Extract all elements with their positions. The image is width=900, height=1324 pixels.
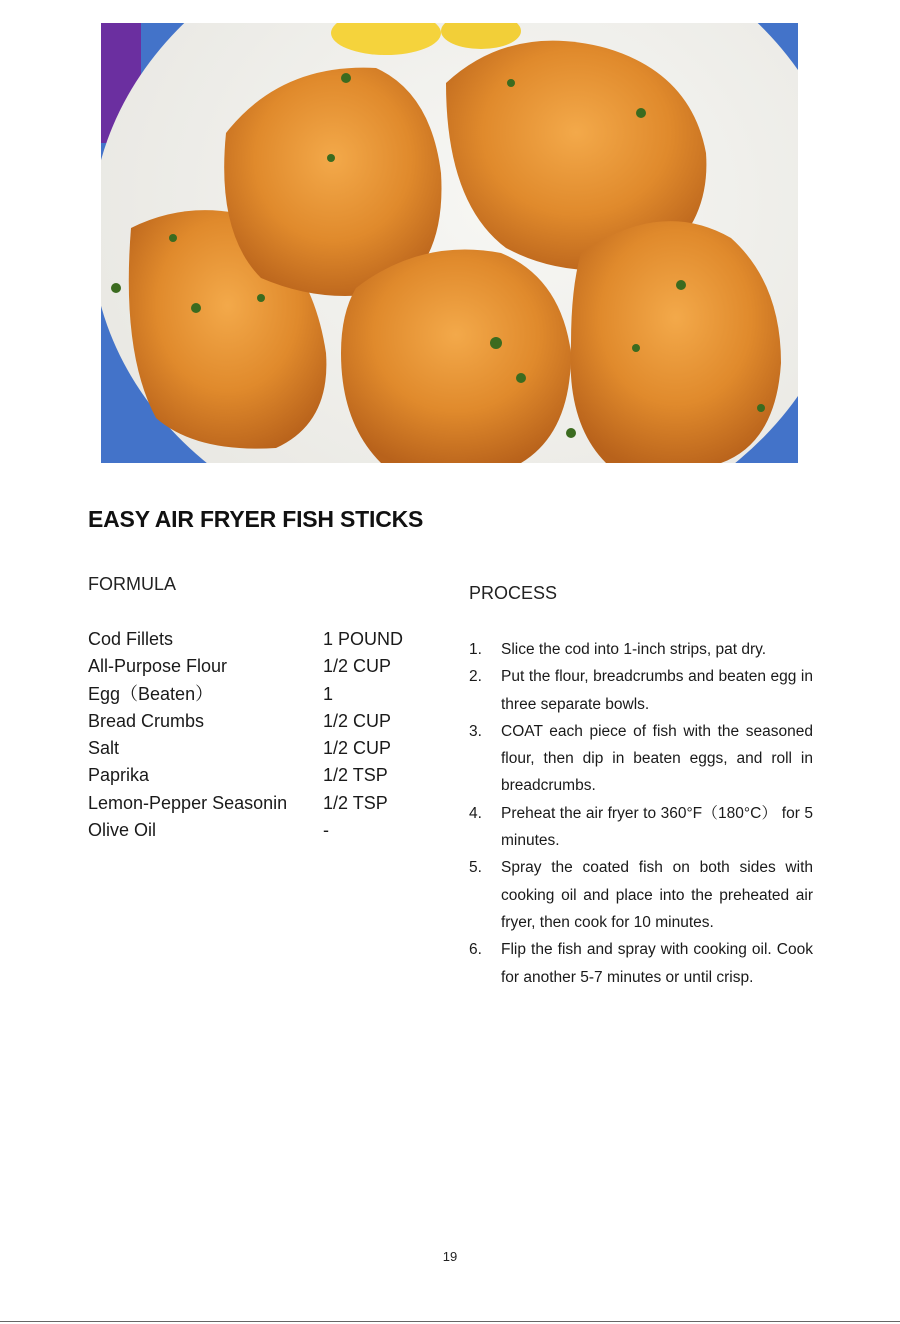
ingredient-row xyxy=(88,790,428,817)
ingredient-row xyxy=(88,735,428,762)
page-number: 19 xyxy=(442,1249,458,1264)
process-step xyxy=(469,936,813,991)
process-step xyxy=(469,800,813,855)
ingredient-row xyxy=(88,626,428,653)
step-number: 2. xyxy=(469,668,482,686)
step-number: 5. xyxy=(469,859,482,877)
process-step xyxy=(469,718,813,800)
ingredient-name: Bread Crumbs xyxy=(88,710,205,731)
ingredient-quantity: 1/2 CUP xyxy=(323,738,392,759)
ingredient-quantity: 1/2 TSP xyxy=(323,792,388,813)
ingredient-name: Olive Oil xyxy=(88,820,157,841)
ingredient-quantity: - xyxy=(323,820,329,841)
ingredient-quantity: 1 POUND xyxy=(323,629,404,649)
process-heading: PROCESS xyxy=(469,583,558,603)
ingredient-quantity: 1 xyxy=(323,683,334,704)
ingredient-name: Lemon-Pepper Seasonin xyxy=(88,792,288,813)
process-step xyxy=(469,854,813,936)
ingredient-name: Cod Fillets xyxy=(88,629,174,649)
step-text: Spray the coated fish on both sides with cooking oil and place into the preheated air fryer, then cook for 10 minutes. xyxy=(501,859,813,931)
step-text: Preheat the air fryer to 360°F（180°C） for 5 minutes. xyxy=(501,804,813,850)
ingredient-row xyxy=(88,762,428,789)
ingredient-row xyxy=(88,653,428,680)
recipe-title: EASY AIR FRYER FISH STICKS xyxy=(88,506,424,532)
step-number: 1. xyxy=(469,641,482,658)
ingredient-list xyxy=(88,626,428,844)
ingredient-quantity: 1/2 TSP xyxy=(323,765,388,786)
ingredient-row xyxy=(88,817,428,844)
process-step-list xyxy=(469,636,813,991)
ingredient-name: Paprika xyxy=(88,765,150,786)
process-step xyxy=(469,663,813,718)
process-step xyxy=(469,636,813,663)
ingredient-row xyxy=(88,681,428,708)
step-text: Flip the fish and spray with cooking oil. Cook for another 5-7 minutes or until crisp. xyxy=(501,941,813,986)
bottom-divider xyxy=(0,1321,900,1322)
step-number: 4. xyxy=(469,804,482,822)
ingredient-name: All-Purpose Flour xyxy=(88,656,228,677)
step-number: 6. xyxy=(469,941,482,959)
ingredient-quantity: 1/2 CUP xyxy=(323,710,392,731)
ingredient-name: Egg（Beaten） xyxy=(88,683,214,704)
formula-heading: FORMULA xyxy=(88,574,177,594)
step-text: Put the flour, breadcrumbs and beaten egg in three separate bowls. xyxy=(501,668,813,713)
fish-sticks-photo xyxy=(101,23,798,463)
step-text: Slice the cod into 1-inch strips, pat dry. xyxy=(501,641,767,658)
step-number: 3. xyxy=(469,722,482,740)
ingredient-row xyxy=(88,708,428,735)
ingredient-name: Salt xyxy=(88,738,120,759)
ingredient-quantity: 1/2 CUP xyxy=(323,656,392,677)
step-text: COAT each piece of fish with the seasoned flour, then dip in beaten eggs, and roll in breadcrumbs. xyxy=(501,722,813,795)
